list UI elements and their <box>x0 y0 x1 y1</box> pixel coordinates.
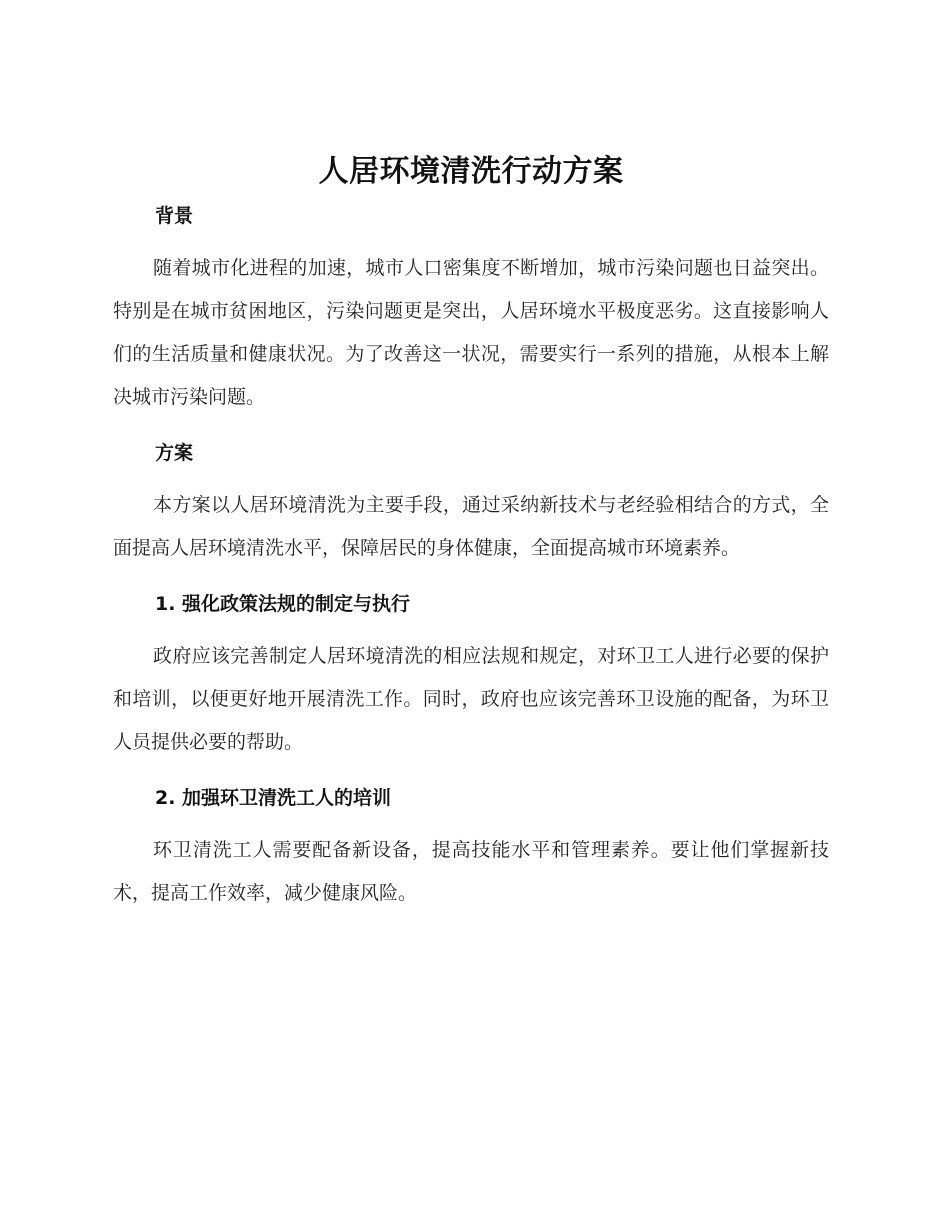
section-heading-training: 2. 加强环卫清洗工人的培训 <box>155 787 392 809</box>
section-heading-plan: 方案 <box>155 442 194 464</box>
paragraph-policy: 政府应该完善制定人居环境清洗的相应法规和规定，对环卫工人进行必要的保护和培训，以便更好地开展清洗工作。同时，政府也应该完善环卫设施的配备，为环卫人员提供必要的帮助。 <box>113 645 829 753</box>
paragraph-plan: 本方案以人居环境清洗为主要手段，通过采纳新技术与老经验相结合的方式，全面提高人居环境清洗水平，保障居民的身体健康，全面提高城市环境素养。 <box>113 494 829 559</box>
paragraph-background: 随着城市化进程的加速，城市人口密集度不断增加，城市污染问题也日益突出。特别是在城市贫困地区，污染问题更是突出，人居环境水平极度恶劣。这直接影响人们的生活质量和健康状况。为了改善这一状况，需要实行一系列的措施，从根本上解决城市污染问题。 <box>113 257 829 408</box>
document-page <box>113 150 829 915</box>
section-heading-policy: 1. 强化政策法规的制定与执行 <box>155 593 411 615</box>
section-heading-background: 背景 <box>155 205 194 227</box>
document-title: 人居环境清洗行动方案 <box>318 154 624 189</box>
paragraph-training: 环卫清洗工人需要配备新设备，提高技能水平和管理素养。要让他们掌握新技术，提高工作效率，减少健康风险。 <box>113 839 829 904</box>
